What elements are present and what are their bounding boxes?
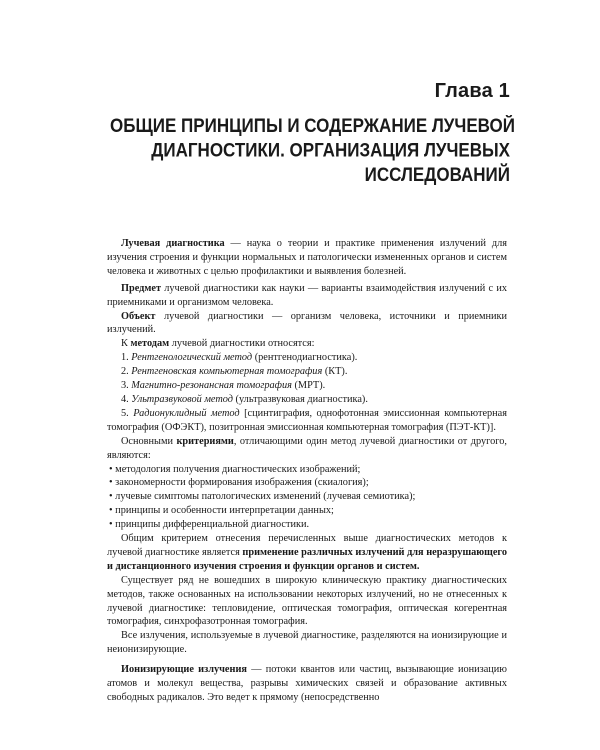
paragraph-other-methods: Существует ряд не вошедших в широкую клиническую практику диагностических методов, также основанных на использовании некоторых излучений, но не отнесенных к лучевой диагностике: тепловидение, оптическая томография, оптическая когерентная томография, синхрофазотронная томография. bbox=[107, 574, 507, 628]
paragraph-definition: Лучевая диагностика — наука о теории и практике применения излучений для изучения строения и функции нормальных и патологически измененных органов и систем человека и животных с целью профилактики и выявления болезней. bbox=[107, 238, 507, 277]
term-methods: методам bbox=[130, 338, 170, 350]
list-item: • лучевые симптомы патологических изменений (лучевая семиотика); bbox=[109, 491, 416, 503]
list-item: • принципы дифференциальной диагностики. bbox=[109, 519, 310, 531]
paragraph-ionizing: Ионизирующие излучения — потоки квантов или частиц, вызывающие ионизацию атомов и молекул вещества, разрывы химических связей и образование активных свободных радикалов. Это ведет к прямому (непосредственно bbox=[107, 664, 507, 703]
paragraph-object: Объект лучевой диагностики — организм человека, источники и приемники излучений. bbox=[107, 310, 507, 336]
list-item: 3. Магнитно-резонансная томография (МРТ). bbox=[121, 380, 326, 392]
term-general-criterion: применение различных излучений для неразрушающего и дистанционного изучения строения и функции органов и систем. bbox=[107, 546, 507, 572]
term-ionizing: Ионизирующие излучения bbox=[121, 664, 247, 676]
chapter-label: Глава 1 bbox=[434, 80, 510, 102]
body-text bbox=[107, 237, 507, 705]
methods-list bbox=[107, 351, 507, 434]
list-item: 5. Радионуклидный метод [сцинтиграфия, однофотонная эмиссионная компьютерная томография (ОФЭКТ), позитронная эмиссионная компьютерная томография (ПЭТ-КТ)]. bbox=[107, 407, 507, 433]
paragraph-methods-intro: К методам лучевой диагностики относятся: bbox=[121, 338, 315, 350]
list-item: • методология получения диагностических изображений; bbox=[109, 463, 361, 475]
list-item: • принципы и особенности интерпретации данных; bbox=[109, 505, 334, 517]
chapter-title bbox=[110, 114, 515, 188]
chapter-title-line: ИССЛЕДОВАНИЙ bbox=[364, 164, 510, 186]
chapter-title-line: ОБЩИЕ ПРИНЦИПЫ И СОДЕРЖАНИЕ ЛУЧЕВОЙ bbox=[110, 115, 515, 137]
paragraph-subject: Предмет лучевой диагностики как науки — варианты взаимодействия излучений с их приемниками и организмом человека. bbox=[107, 282, 507, 308]
paragraph-radiation-types: Все излучения, используемые в лучевой диагностике, разделяются на ионизирующие и неионизирующие. bbox=[107, 630, 507, 656]
list-item: 4. Ультразвуковой метод (ультразвуковая диагностика). bbox=[121, 393, 368, 405]
term-subject: Предмет bbox=[121, 282, 162, 294]
list-item: 1. Рентгенологический метод (рентгенодиагностика). bbox=[121, 352, 358, 364]
chapter-title-line: ДИАГНОСТИКИ. ОРГАНИЗАЦИЯ ЛУЧЕВЫХ bbox=[151, 139, 510, 162]
list-item: • закономерности формирования изображения (скиалогия); bbox=[109, 477, 369, 489]
paragraph-criteria-intro: Основными критериями, отличающими один метод лучевой диагностики от другого, являются: bbox=[107, 435, 507, 461]
criteria-list bbox=[107, 463, 507, 533]
list-item: 2. Рентгеновская компьютерная томография (КТ). bbox=[121, 366, 348, 378]
term-criteria: критериями bbox=[176, 435, 234, 447]
term-radiology: Лучевая диагностика bbox=[121, 238, 225, 249]
paragraph-general-criterion: Общим критерием отнесения перечисленных выше диагностических методов к лучевой диагностике является применение различных излучений для неразрушающего и дистанционного изучения строения и функции органов и систем. bbox=[107, 533, 507, 572]
term-object: Объект bbox=[121, 310, 156, 322]
